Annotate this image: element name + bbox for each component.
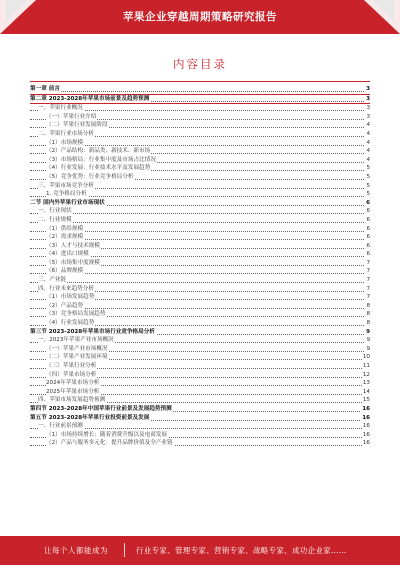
toc-entry[interactable] xyxy=(30,190,370,199)
toc-entry-page: 4 xyxy=(366,148,370,155)
toc-entry-page: 3 xyxy=(366,105,370,112)
toc-entry[interactable] xyxy=(30,439,370,448)
toc-entry[interactable] xyxy=(30,130,370,139)
table-of-contents xyxy=(30,85,370,448)
toc-entry-label: （一）苹果行业介绍 xyxy=(46,113,97,120)
toc-entry[interactable] xyxy=(30,250,370,259)
toc-entry-page: 5 xyxy=(366,165,370,172)
toc-entry-label: 第二章 2023-2028年苹果市场前景及趋势预测 xyxy=(30,95,150,102)
toc-leader-dots xyxy=(30,91,364,92)
toc-entry[interactable] xyxy=(30,95,370,105)
toc-entry[interactable] xyxy=(30,319,370,328)
toc-title: 内容目录 xyxy=(173,57,227,71)
toc-entry-page: 6 xyxy=(366,225,370,232)
toc-entry[interactable] xyxy=(30,302,370,311)
footer-banner xyxy=(0,536,400,565)
toc-entry-page: 6 xyxy=(366,208,370,215)
toc-entry-page: 8 xyxy=(366,302,370,309)
toc-entry-page: 16 xyxy=(362,405,370,412)
header-banner xyxy=(0,0,400,34)
toc-entry-page: 15 xyxy=(362,397,370,404)
toc-entry[interactable] xyxy=(30,293,370,302)
toc-entry-page: 7 xyxy=(366,268,370,275)
toc-leader-dots xyxy=(30,213,364,214)
toc-entry[interactable] xyxy=(30,362,370,371)
toc-entry-page: 16 xyxy=(362,431,370,438)
toc-leader-dots xyxy=(30,222,364,223)
toc-entry-label: 第一章 前言 xyxy=(30,86,60,92)
toc-entry-page: 6 xyxy=(366,234,370,241)
toc-entry-page: 9 xyxy=(366,328,370,335)
toc-entry[interactable] xyxy=(30,405,370,414)
toc-entry-label: （二）苹果产业发展环境 xyxy=(46,354,108,361)
toc-entry[interactable] xyxy=(30,216,370,225)
toc-entry-label: （2）产品趋势 xyxy=(46,302,84,309)
toc-entry-page: 13 xyxy=(362,380,370,387)
toc-entry-label: 一、行业前景预测 xyxy=(38,423,83,430)
toc-entry-page: 6 xyxy=(366,216,370,223)
toc-entry[interactable] xyxy=(30,379,370,388)
toc-entry[interactable] xyxy=(30,276,370,285)
toc-entry[interactable] xyxy=(30,422,370,431)
toc-entry-page: 10 xyxy=(362,354,370,361)
toc-entry-label: 第四节 2023-2028年中国苹果行业前景及发展趋势预测 xyxy=(30,405,172,412)
toc-entry-page: 16 xyxy=(362,423,370,430)
toc-entry-label: 一、2023年苹果产业市场概况 xyxy=(38,337,114,344)
toc-entry-label: （1）供给规模 xyxy=(46,225,84,232)
toc-entry-label: 一、行业现状 xyxy=(38,208,72,215)
footer-slogan: 让每个人都能成为 xyxy=(44,546,108,555)
toc-entry[interactable] xyxy=(30,85,370,95)
toc-entry-page: 3 xyxy=(366,113,370,120)
toc-entry-label: 1. 竞争格局分析 xyxy=(46,191,87,198)
report-title: 苹果企业穿越周期策略研究报告 xyxy=(123,11,277,23)
toc-entry-page: 16 xyxy=(362,414,370,421)
footer-divider xyxy=(124,543,125,557)
toc-entry-label: （4）行业发展趋势 xyxy=(46,320,95,327)
toc-entry-label: （4）进出口规模 xyxy=(46,251,89,258)
toc-entry-page: 9 xyxy=(366,337,370,344)
toc-entry[interactable] xyxy=(30,139,370,148)
toc-entry-page: 4 xyxy=(366,130,370,137)
toc-entry-page: 7 xyxy=(366,277,370,284)
toc-entry-label: 2025年苹果市场分析 xyxy=(46,388,100,395)
toc-entry-label: （2）需求规模 xyxy=(46,234,84,241)
toc-entry[interactable] xyxy=(30,336,370,345)
toc-entry-page: 12 xyxy=(362,371,370,378)
toc-entry-label: （1）市场发展趋势 xyxy=(46,294,95,301)
toc-entry-label: （一）苹果产业市场概况 xyxy=(46,345,108,352)
toc-entry-label: （1）市场持续增长：随着消费升级以及电商发展 xyxy=(46,431,168,438)
toc-entry-page: 3 xyxy=(366,86,370,92)
toc-entry[interactable] xyxy=(30,207,370,216)
toc-entry[interactable] xyxy=(30,353,370,362)
toc-divider xyxy=(30,81,370,82)
toc-entry-label: （1）市场规模 xyxy=(46,139,84,146)
toc-entry-page: 6 xyxy=(366,242,370,249)
toc-entry-page: 9 xyxy=(366,345,370,352)
toc-entry[interactable] xyxy=(30,328,370,337)
toc-entry-page: 14 xyxy=(362,388,370,395)
toc-entry[interactable] xyxy=(30,267,370,276)
toc-entry-label: （5）竞争优势：行业竞争格局分析 xyxy=(46,173,134,180)
toc-entry-label: （3）竞争格局发展趋势 xyxy=(46,311,106,318)
toc-entry[interactable] xyxy=(30,182,370,191)
toc-entry[interactable] xyxy=(30,414,370,423)
toc-entry-page: 5 xyxy=(366,173,370,180)
toc-entry-page: 4 xyxy=(366,156,370,163)
toc-entry-label: 二、行业规模 xyxy=(38,216,72,223)
toc-entry-page: 4 xyxy=(366,122,370,129)
toc-entry[interactable] xyxy=(30,233,370,242)
toc-entry-label: 四、行业未来趋势分析 xyxy=(38,285,94,292)
toc-entry[interactable] xyxy=(30,345,370,354)
toc-entry-label: （三）苹果行业分析 xyxy=(46,363,97,369)
toc-entry-page: 5 xyxy=(366,182,370,189)
toc-entry-label: 二、苹果行业市场分析 xyxy=(38,130,94,137)
toc-entry[interactable] xyxy=(30,242,370,251)
toc-entry-page: 6 xyxy=(366,251,370,258)
toc-entry-label: 第三节 2023-2028年苹果市场行业竞争格局分析 xyxy=(30,328,155,335)
toc-entry[interactable] xyxy=(30,199,370,208)
toc-entry-label: （2）产品结构：新品类、新技术、新市场 xyxy=(46,148,151,155)
toc-entry-label: （6）品牌规模 xyxy=(46,268,84,275)
toc-entry[interactable] xyxy=(30,388,370,397)
toc-entry[interactable] xyxy=(30,164,370,173)
toc-entry[interactable] xyxy=(30,104,370,113)
toc-entry-label: 2024年苹果市场分析 xyxy=(46,380,100,387)
toc-entry[interactable] xyxy=(30,147,370,156)
toc-entry-page: 4 xyxy=(366,139,370,146)
toc-entry[interactable] xyxy=(30,285,370,294)
toc-entry[interactable] xyxy=(30,396,370,405)
toc-entry-page: 7 xyxy=(366,294,370,301)
toc-entry[interactable] xyxy=(30,431,370,440)
toc-entry-label: 四、苹果市场发展趋势预测 xyxy=(38,397,106,404)
toc-entry-page: 11 xyxy=(362,363,370,369)
toc-entry-label: （四）苹果市场分析 xyxy=(46,371,97,378)
toc-entry-label: （4）行业发展：行业技术水平及发展趋势 xyxy=(46,165,151,172)
toc-entry-label: （二）苹果行业发展阶段 xyxy=(46,122,108,129)
toc-entry-label: （3）人才与技术规模 xyxy=(46,242,100,249)
toc-entry-page: 6 xyxy=(366,199,370,206)
toc-entry-label: 一、苹果行业概况 xyxy=(38,105,83,112)
toc-entry[interactable] xyxy=(30,173,370,182)
toc-entry-page: 8 xyxy=(366,311,370,318)
toc-entry[interactable] xyxy=(30,259,370,268)
footer-tagline: 行业专家、管理专家、营销专家、战略专家、成功企业家…… xyxy=(136,546,347,555)
toc-entry[interactable] xyxy=(30,121,370,130)
toc-entry[interactable] xyxy=(30,113,370,122)
toc-entry-page: 3 xyxy=(366,95,370,102)
toc-entry-label: 第五节 2023-2028年苹果行业投资前景及发展 xyxy=(30,414,150,421)
toc-entry[interactable] xyxy=(30,371,370,380)
toc-entry[interactable] xyxy=(30,310,370,319)
toc-entry-page: 7 xyxy=(366,285,370,292)
toc-entry-page: 7 xyxy=(366,259,370,266)
toc-entry-label: 二节 国内外苹果行业市场现状 xyxy=(30,199,105,206)
toc-leader-dots xyxy=(30,282,364,283)
toc-entry-label: （2）产品与服务多元化：提升品牌价值及全产业链 xyxy=(46,440,173,447)
toc-entry-label: （5）市场集中度规模 xyxy=(46,259,100,266)
toc-entry-page: 5 xyxy=(366,191,370,198)
toc-entry-label: （3）市场格局：行业集中度及市场占比情况 xyxy=(46,156,156,163)
toc-entry-label: 三、苹果市场竞争分析 xyxy=(38,182,94,189)
toc-entry-label: 三、产业链 xyxy=(38,277,66,284)
toc-entry[interactable] xyxy=(30,225,370,234)
toc-entry-page: 8 xyxy=(366,320,370,327)
toc-entry-page: 16 xyxy=(362,440,370,447)
toc-entry[interactable] xyxy=(30,156,370,165)
